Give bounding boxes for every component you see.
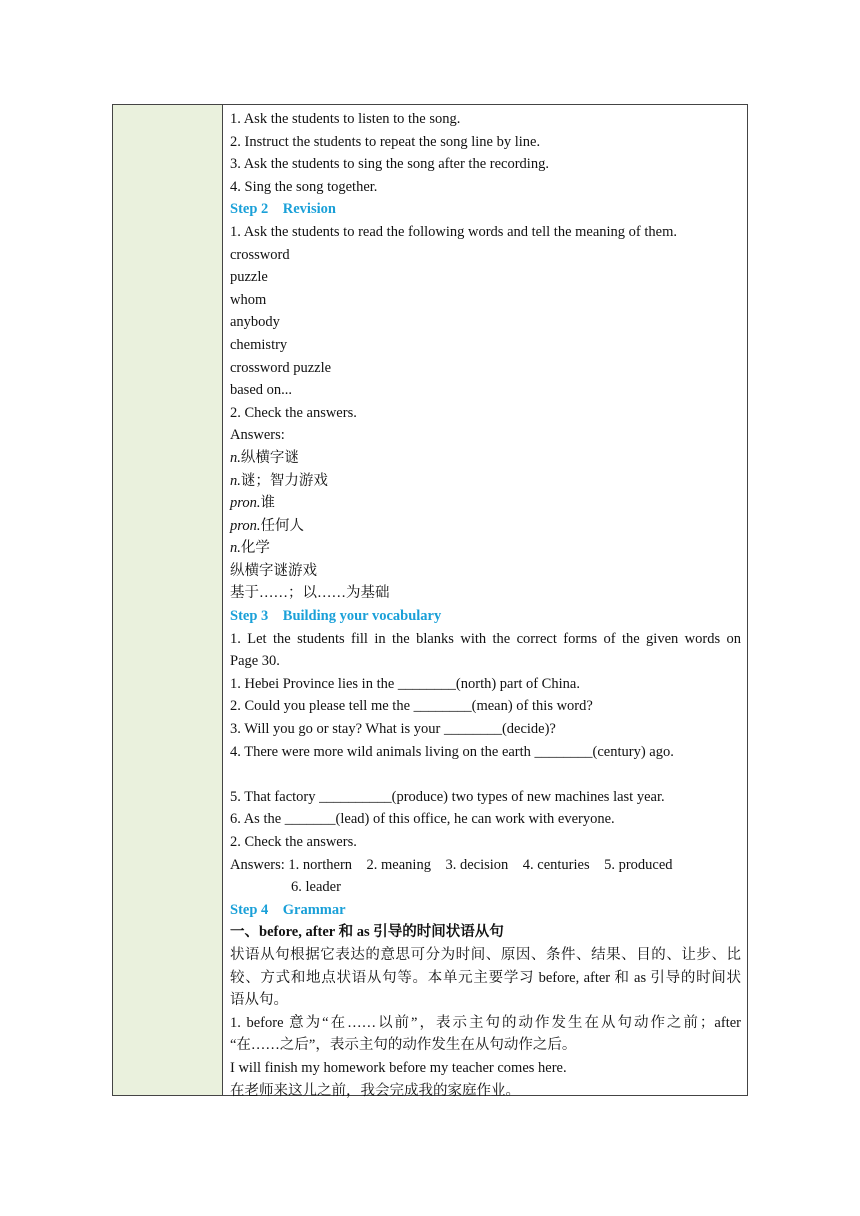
answer-pos: n. (230, 472, 241, 489)
blank-line (230, 763, 741, 786)
step4-heading: Step 4 Grammar (230, 901, 346, 918)
word-item: puzzle (230, 269, 268, 286)
exercise-item: 6. As the _______(lead) of this office, he can work with everyone. (230, 811, 615, 828)
intro-step-2: 2. Instruct the students to repeat the song line by line. (230, 133, 541, 150)
step2-check: 2. Check the answers. (230, 404, 357, 421)
word-item: based on... (230, 382, 293, 399)
word-item: whom (230, 291, 267, 308)
answer-item (230, 537, 741, 560)
answer-text: 纵横字谜 (240, 449, 299, 466)
step3-heading: Step 3 Building your vocabulary (230, 608, 442, 625)
step3-instruction-line2: Page 30. (230, 653, 280, 670)
step3-instruction-line1: 1. Let the students fill in the blanks with the correct forms of the given words on (230, 630, 741, 647)
answer-pos: n. (230, 540, 241, 557)
answer-item (230, 515, 741, 538)
answer-text: 任何人 (260, 517, 304, 534)
step2-heading: Step 2 Revision (230, 201, 336, 218)
intro-step-1: 1. Ask the students to listen to the song. (230, 111, 461, 127)
lesson-table (112, 104, 748, 1099)
example-chinese: 在老师来这儿之前，我会完成我的家庭作业。 (230, 1082, 520, 1099)
step4-para1-line2: 较、方式和地点状语从句等。本单元主要学习 before, after 和 as 引导的时间状 (230, 969, 741, 986)
answer-text: 谁 (260, 495, 275, 512)
intro-step-3: 3. Ask the students to sing the song after the recording. (230, 156, 549, 173)
answer-item (230, 447, 741, 470)
word-item: crossword puzzle (230, 359, 332, 376)
answer-text: 纵横字谜游戏 (230, 562, 317, 579)
step3-answers-line2: 6. leader (291, 879, 341, 896)
stage-column-cell (113, 105, 223, 1095)
step3-check: 2. Check the answers. (230, 834, 357, 850)
step4-subheading: 一、before, after 和 as 引导的时间状语从句 (230, 924, 504, 941)
answer-item (230, 560, 741, 583)
answer-text: 基于……；以……为基础 (230, 585, 390, 602)
answer-pos: n. (230, 449, 241, 466)
step4-para1-line3: 语从句。 (230, 992, 288, 1009)
step2-instruction: 1. Ask the students to read the following words and tell the meaning of them. (230, 223, 678, 240)
word-item: crossword (230, 246, 290, 263)
step2-answers-label: Answers: (230, 427, 285, 444)
answer-pos: pron. (230, 517, 261, 534)
step3-answers-line1: Answers: 1. northern 2. meaning 3. decision 4. centuries 5. produced (230, 856, 673, 873)
exercise-item: 2. Could you please tell me the ________(mean) of this word? (230, 698, 593, 715)
answer-text: 谜；智力游戏 (240, 472, 328, 489)
intro-step-4: 4. Sing the song together. (230, 178, 378, 195)
procedure-column-cell (223, 105, 747, 1099)
word-item: anybody (230, 314, 280, 331)
exercise-item: 1. Hebei Province lies in the ________(north) part of China. (230, 675, 580, 692)
answer-text: 化学 (240, 540, 270, 557)
answer-item (230, 470, 741, 493)
word-item: chemistry (230, 336, 288, 353)
step4-para2-line1: 1. before 意为“在……以前”，表示主句的动作发生在从句动作之前；after (230, 1014, 741, 1031)
example-english: I will finish my homework before my teacher comes here. (230, 1059, 567, 1076)
step4-para1-line1: 状语从句根据它表达的意思可分为时间、原因、条件、结果、目的、让步、比 (230, 946, 741, 963)
exercise-item: 5. That factory __________(produce) two types of new machines last year. (230, 788, 665, 805)
exercise-item: 4. There were more wild animals living on the earth ________(century) ago. (230, 743, 674, 760)
answer-item (230, 492, 741, 515)
exercise-item: 3. Will you go or stay? What is your ________(decide)? (230, 721, 556, 738)
answer-item (230, 582, 741, 605)
step4-para2-line2: “在……之后”，表示主句的动作发生在从句动作之后。 (230, 1037, 577, 1054)
answer-pos: pron. (230, 495, 261, 512)
